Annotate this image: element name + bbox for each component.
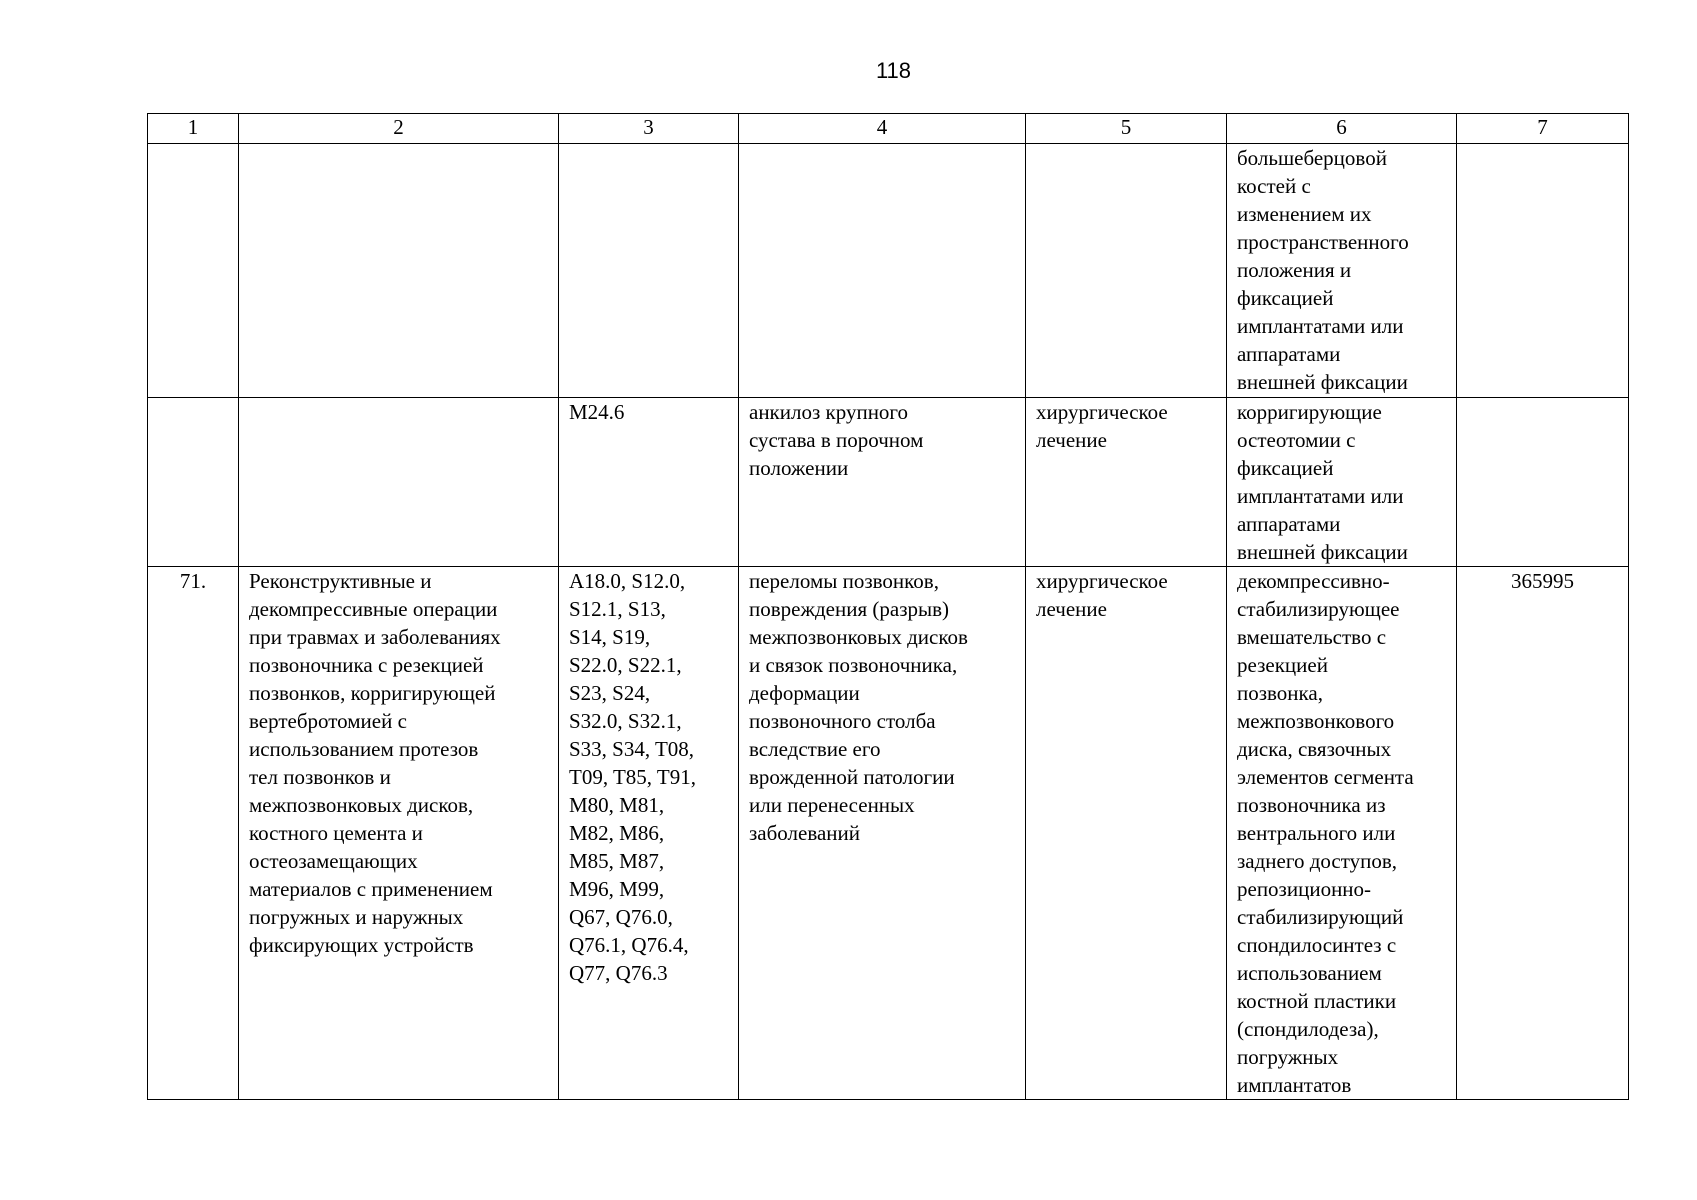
row-number-cell — [148, 144, 239, 398]
header-cell: 6 — [1227, 114, 1457, 144]
cost-cell: 365995 — [1457, 567, 1629, 1100]
treatment-type-cell: хирургическое лечение — [1026, 398, 1227, 567]
cost-cell — [1457, 398, 1629, 567]
header-cell: 5 — [1026, 114, 1227, 144]
header-cell: 4 — [739, 114, 1026, 144]
service-name-cell — [239, 398, 559, 567]
treatment-type-cell — [1026, 144, 1227, 398]
header-cell: 2 — [239, 114, 559, 144]
treatment-method-cell: корригирующие остеотомии с фиксацией имплантатами или аппаратами внешней фиксации — [1227, 398, 1457, 567]
treatment-method-cell: декомпрессивно- стабилизирующее вмешательство с резекцией позвонка, межпозвонкового диска, связочных элементов сегмента позвоночника из вентрального или заднего доступов, репозиционно- стабилизирующий спондилосинтез с использованием костной пластики (спондилодеза), погружных имплантатов — [1227, 567, 1457, 1100]
medical-services-table — [147, 113, 1629, 1100]
service-name-cell: Реконструктивные и декомпрессивные операции при травмах и заболеваниях позвоночника с резекцией позвонков, корригирующей вертебротомией с использованием протезов тел позвонков и межпозвонковых дисков, костного цемента и остеозамещающих материалов с применением погружных и наружных фиксирующих устройств — [239, 567, 559, 1100]
header-cell: 7 — [1457, 114, 1629, 144]
table-row — [148, 398, 1629, 567]
page-number: 118 — [875, 58, 912, 83]
row-number-cell: 71. — [148, 567, 239, 1100]
icd-codes-cell: M24.6 — [559, 398, 739, 567]
treatment-type-cell: хирургическое лечение — [1026, 567, 1227, 1100]
row-number-cell — [148, 398, 239, 567]
table-header-row — [148, 114, 1629, 144]
icd-codes-cell: A18.0, S12.0, S12.1, S13, S14, S19, S22.0, S22.1, S23, S24, S32.0, S32.1, S33, S34, T08, T09, T85, T91, M80, M81, M82, M86, M85, M87, M96, M99, Q67, Q76.0, Q76.1, Q76.4, Q77, Q76.3 — [559, 567, 739, 1100]
service-name-cell — [239, 144, 559, 398]
table-row — [148, 567, 1629, 1100]
table-row — [148, 144, 1629, 398]
treatment-method-cell: большеберцовой костей с изменением их пространственного положения и фиксацией имплантатами или аппаратами внешней фиксации — [1227, 144, 1457, 398]
header-cell: 1 — [148, 114, 239, 144]
cost-cell — [1457, 144, 1629, 398]
diagnosis-cell: переломы позвонков, повреждения (разрыв) межпозвонковых дисков и связок позвоночника, деформации позвоночного столба вследствие его врожденной патологии или перенесенных заболеваний — [739, 567, 1026, 1100]
icd-codes-cell — [559, 144, 739, 398]
header-cell: 3 — [559, 114, 739, 144]
diagnosis-cell — [739, 144, 1026, 398]
diagnosis-cell: анкилоз крупного сустава в порочном положении — [739, 398, 1026, 567]
